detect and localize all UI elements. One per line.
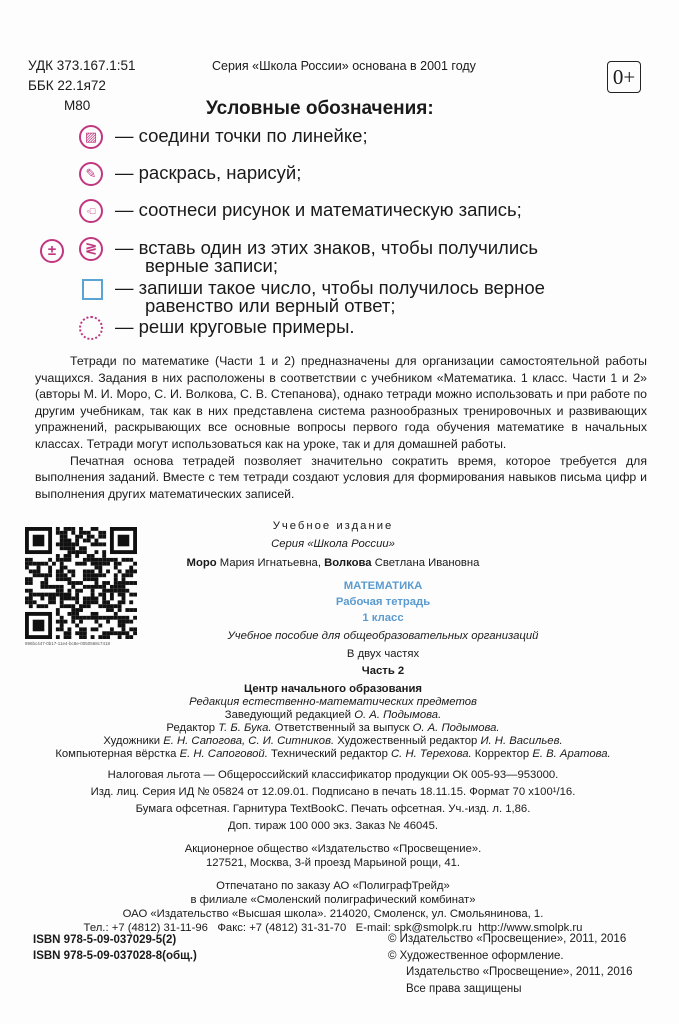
text-segment: Технический редактор xyxy=(267,748,392,760)
printer-line: ОАО «Издательство «Высшая школа». 214020, Смоленск, ул. Смольянинова, 1. xyxy=(122,908,544,920)
text-segment: Художественный редактор xyxy=(334,735,481,747)
qr-module xyxy=(98,569,102,573)
qr-module xyxy=(37,573,41,577)
copyright-line: © Издательство «Просвещение», 2011, 2016 xyxy=(388,933,627,945)
tech-line: Налоговая льгота — Общероссийский классификатор продукции ОК 005-93—953000. xyxy=(107,769,559,781)
isbn-part: ISBN 978-5-09-037029-5(2) xyxy=(33,934,177,946)
qr-module xyxy=(91,569,95,573)
qr-module xyxy=(44,585,48,589)
qr-module xyxy=(71,573,75,577)
text-segment: Корректор xyxy=(471,748,533,760)
qr-module xyxy=(91,573,95,577)
qr-module xyxy=(60,573,64,577)
qr-module xyxy=(44,593,48,597)
qr-module xyxy=(129,569,133,573)
text-segment: Моро xyxy=(186,557,217,569)
qr-module xyxy=(29,600,33,604)
text-segment: Е. Н. Сапоговой. xyxy=(179,748,268,760)
legend-text: — реши круговые примеры. xyxy=(115,316,355,337)
text-segment: С. Н. Терехова. xyxy=(391,748,472,760)
ruler-icon: ▨ xyxy=(79,125,103,149)
printer-line: в филиале «Смоленский полиграфический комбинат» xyxy=(190,894,476,906)
printer-contacts: Тел.: +7 (4812) 31-11-96 Факс: +7 (4812) 31-31-70 E-mail: spk@smolpk.ru http://www.smolpk.ru xyxy=(83,922,583,934)
qr-module xyxy=(56,569,60,573)
qr-module xyxy=(29,604,33,608)
qr-module xyxy=(114,573,118,577)
legend-text: — вставь один из этих знаков, чтобы получились xyxy=(115,237,539,258)
legend-text: — соотнеси рисунок и математическую запись; xyxy=(115,199,522,220)
qr-module xyxy=(98,573,102,577)
qr-module xyxy=(60,569,64,573)
text-segment: Светлана Ивановна xyxy=(371,557,480,569)
part: Часть 2 xyxy=(361,665,405,677)
text-segment: Ответственный за выпуск xyxy=(271,722,413,734)
qr-module xyxy=(37,604,41,608)
center: Центр начального образования xyxy=(243,683,423,695)
shapes-icon: ◦□ xyxy=(79,199,103,223)
text-segment: Заведующий редакцией xyxy=(224,709,355,721)
intro-paragraph-1: Тетради по математике (Части 1 и 2) предназначены для организации самостоятельной работы учащихся. Задания в них расположены в соответствии с учебником «Математика. 1 класс. Части 1 и 2» (авторы М. И. Моро, С. И. Волкова, С. В. Степанова), однако тетради можно использовать и при работе по другим учебникам, так как в них представлена система разнообразных тренировочных и развивающих упражнений, раскрывающих все основные вопросы первого года обучения математике в начальных классах. Тетради могут использоваться как на уроке, так и для домашней работы. xyxy=(35,354,647,451)
qr-module xyxy=(129,573,133,577)
legend-text: — соедини точки по линейке; xyxy=(115,125,368,146)
editorial: Редакция естественно-математических предметов xyxy=(189,696,477,708)
qr-module xyxy=(29,593,33,597)
publisher-line: 127521, Москва, 3-й проезд Марьиной рощи, 41. xyxy=(205,857,461,869)
qr-module xyxy=(102,573,106,577)
qr-module xyxy=(87,573,91,577)
text-segment: Мария Игнатьевна, xyxy=(216,557,325,569)
age-rating-badge: 0+ xyxy=(607,61,641,93)
qr-module xyxy=(125,573,129,577)
circular-arrows-icon xyxy=(79,316,103,340)
intro-text xyxy=(35,353,647,502)
qr-module xyxy=(40,573,44,577)
qr-module xyxy=(37,593,41,597)
empty-square-icon xyxy=(82,279,103,300)
qr-module xyxy=(29,577,33,581)
text-segment: Компьютерная вёрстка xyxy=(55,748,180,760)
qr-module xyxy=(25,600,29,604)
text-segment: Волкова xyxy=(324,557,372,569)
udk-code: УДК 373.167.1:51 xyxy=(28,58,136,73)
series: Серия «Школа России» xyxy=(271,538,395,550)
text-segment: Е. Н. Сапогова, С. И. Ситников. xyxy=(163,735,335,747)
copyright-line: Издательство «Просвещение», 2011, 2016 xyxy=(406,966,633,978)
authors xyxy=(0,556,666,570)
text-segment: Е. В. Аратова. xyxy=(532,748,611,760)
qr-module xyxy=(64,573,68,577)
qr-module xyxy=(95,573,99,577)
qr-module xyxy=(25,581,29,585)
qr-module xyxy=(48,569,52,573)
legend-title: Условные обозначения: xyxy=(206,98,434,119)
series-note: Серия «Школа России» основана в 2001 году xyxy=(212,59,476,73)
qr-finder xyxy=(33,620,45,632)
qr-module xyxy=(29,597,33,601)
bbk-code: ББК 22.1я72 xyxy=(28,78,106,93)
copyright xyxy=(388,931,633,997)
text-segment: О. А. Подымова. xyxy=(354,709,442,721)
qr-module xyxy=(25,589,29,593)
text-segment: Т. Б. Бука. xyxy=(218,722,272,734)
text-segment: И. Н. Васильев. xyxy=(480,735,563,747)
text-segment: Художники xyxy=(103,735,164,747)
qr-module xyxy=(44,577,48,581)
qr-module xyxy=(40,585,44,589)
pencil-icon: ✎ xyxy=(79,162,103,186)
credit-line xyxy=(0,721,666,735)
qr-module xyxy=(40,597,44,601)
text-segment: Редактор xyxy=(166,722,219,734)
qr-module xyxy=(133,569,137,573)
isbn-total: ISBN 978-5-09-037028-8(общ.) xyxy=(33,950,197,962)
printer-line: Отпечатано по заказу АО «ПолиграфТрейд» xyxy=(216,880,450,892)
tech-line: Бумага офсетная. Гарнитура TextBookC. Печать офсетная. Уч.-изд. л. 1,86. xyxy=(135,803,531,815)
credit-line xyxy=(0,747,666,761)
qr-module xyxy=(118,569,122,573)
qr-module xyxy=(87,569,91,573)
legend-text: — раскрась, нарисуй; xyxy=(115,162,302,183)
qr-module xyxy=(71,569,75,573)
qr-module xyxy=(25,577,29,581)
qr-module xyxy=(83,569,87,573)
qr-module xyxy=(25,597,29,601)
compare-signs-icon: ≷ xyxy=(79,237,103,261)
intro-paragraph-2: Печатная основа тетрадей позволяет значительно сократить время, которое требуется для выполнения заданий. Вместе с тем тетради создают условия для формирования навыков письма цифр и выполнения других математических записей. xyxy=(35,453,647,501)
copyright-line: © Художественное оформление. xyxy=(388,949,564,962)
qr-module xyxy=(40,593,44,597)
grade: 1 класс xyxy=(362,612,404,624)
tech-line: Доп. тираж 100 000 экз. Заказ № 46045. xyxy=(227,820,439,832)
credit-line xyxy=(0,708,666,722)
qr-module xyxy=(33,600,37,604)
legend-text: — запиши такое число, чтобы получилось верное xyxy=(115,277,545,298)
purpose: Учебное пособие для общеобразовательных организаций xyxy=(227,630,539,642)
book-type: Рабочая тетрадь xyxy=(335,596,431,608)
qr-module xyxy=(44,604,48,608)
qr-module xyxy=(37,569,41,573)
plus-minus-icon: ± xyxy=(40,239,64,263)
qr-module xyxy=(33,573,37,577)
parts: В двух частях xyxy=(346,648,420,660)
author-mark: М80 xyxy=(64,98,91,113)
qr-module xyxy=(33,569,37,573)
qr-module xyxy=(56,573,60,577)
legend-text: равенство или верный ответ; xyxy=(145,295,396,316)
qr-module xyxy=(48,573,52,577)
credit-line xyxy=(0,734,666,748)
edition-type: Учебное издание xyxy=(272,520,394,532)
qr-module xyxy=(40,604,44,608)
qr-module xyxy=(29,581,33,585)
qr-module xyxy=(40,581,44,585)
qr-module xyxy=(29,589,33,593)
text-segment: О. А. Подымова. xyxy=(412,722,500,734)
qr-module xyxy=(44,573,48,577)
qr-module xyxy=(44,581,48,585)
qr-module xyxy=(33,593,37,597)
subject: МАТЕМАТИКА xyxy=(343,580,423,592)
qr-module xyxy=(29,569,33,573)
qr-module xyxy=(67,569,71,573)
legend-text: верные записи; xyxy=(145,255,278,276)
qr-caption: 896bc447-0b17-11e4-bc8e-0050568c7418 xyxy=(25,641,110,646)
qr-module xyxy=(83,573,87,577)
qr-module xyxy=(125,569,129,573)
copyright-line: Все права защищены xyxy=(406,982,522,995)
tech-line: Изд. лиц. Серия ИД № 05824 от 12.09.01. Подписано в печать 18.11.15. Формат 70 x100¹/16. xyxy=(90,786,576,798)
publisher-line: Акционерное общество «Издательство «Просвещение». xyxy=(184,843,482,855)
qr-module xyxy=(122,573,126,577)
qr-module xyxy=(106,569,110,573)
